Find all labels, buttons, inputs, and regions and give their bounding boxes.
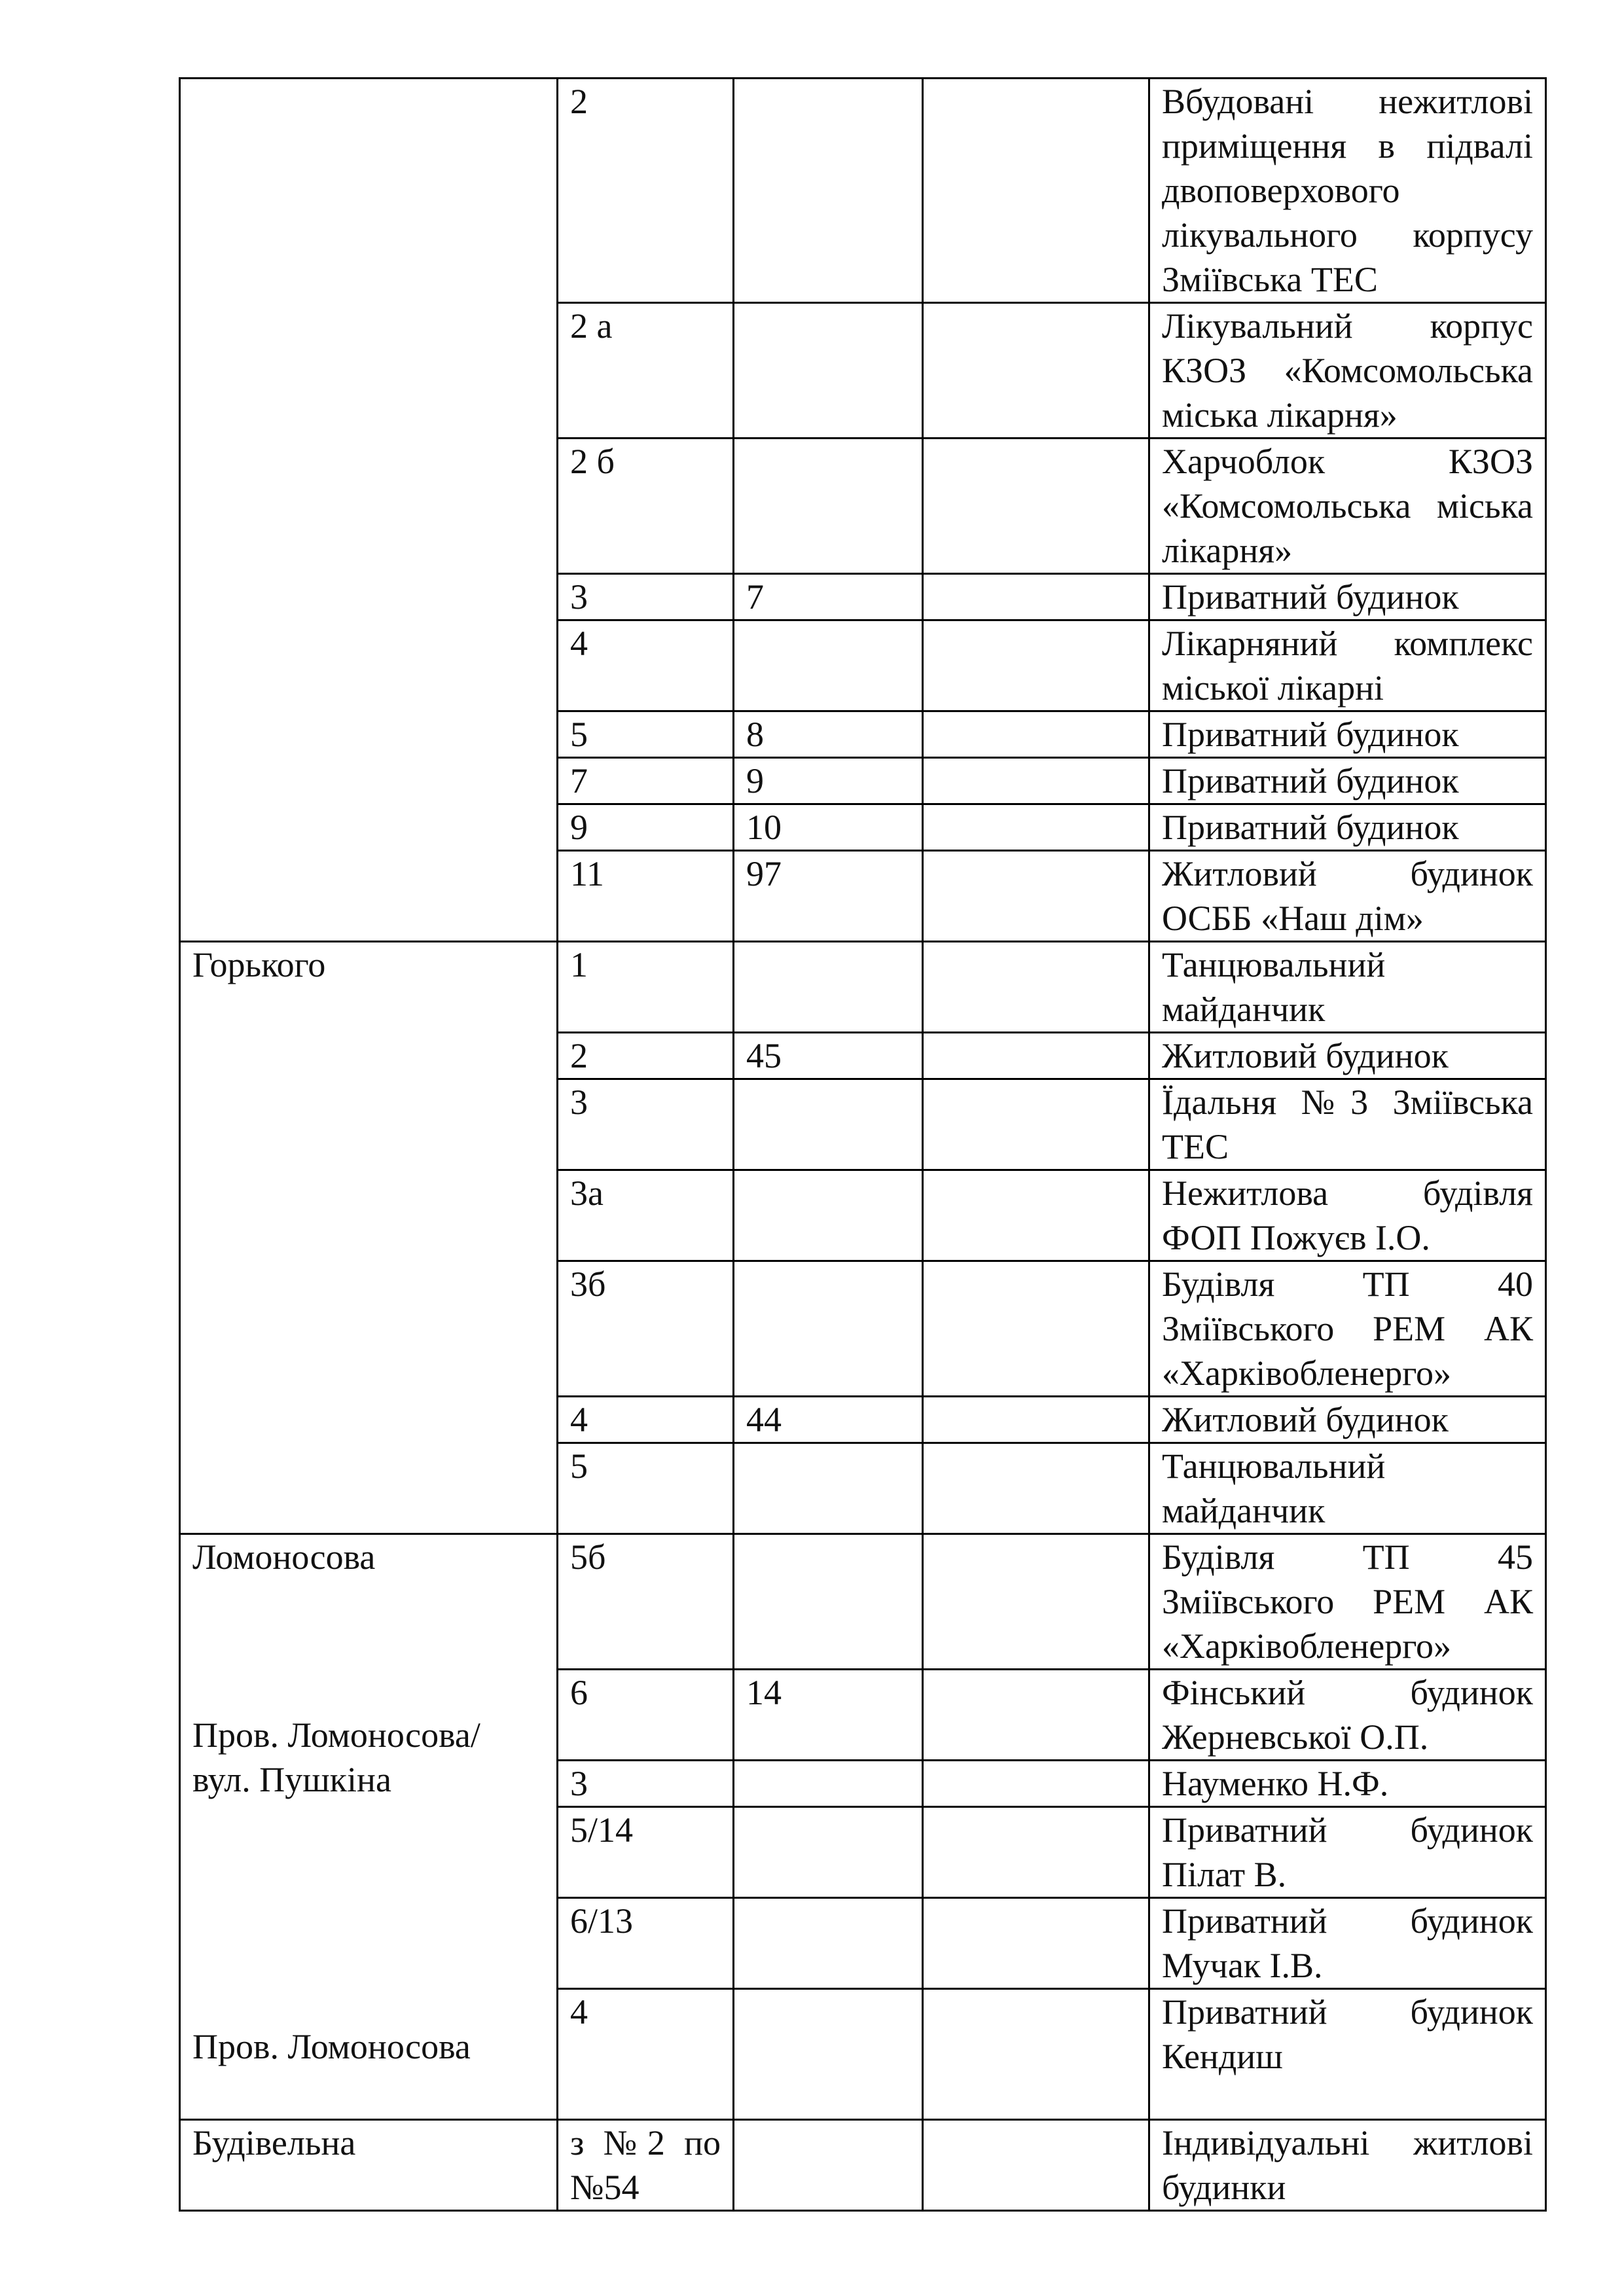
- house-number-cell: 2: [558, 79, 734, 303]
- description-cell: Приватний будинок: [1149, 574, 1546, 620]
- extra-cell: [923, 758, 1149, 804]
- extra-cell: [923, 1261, 1149, 1397]
- description-cell: Приватний будинок: [1149, 804, 1546, 851]
- extra-cell: [923, 1079, 1149, 1170]
- spacer: [192, 1579, 545, 1668]
- extra-cell: [923, 711, 1149, 758]
- old-number-cell: 10: [734, 804, 923, 851]
- description-cell: Приватний будинок Пілат В.: [1149, 1807, 1546, 1898]
- description-cell: Приватний будинок Мучак І.В.: [1149, 1898, 1546, 1989]
- table-row: [180, 2120, 1546, 2211]
- extra-cell: [923, 303, 1149, 439]
- description-cell: Будівля ТП 45 Зміївського РЕМ АК «Харківобленерго»: [1149, 1534, 1546, 1670]
- extra-cell: [923, 574, 1149, 620]
- old-number-cell: [734, 1761, 923, 1807]
- extra-cell: [923, 1443, 1149, 1534]
- house-number-cell: 6: [558, 1670, 734, 1761]
- description-cell: Танцювальний майданчик: [1149, 1443, 1546, 1534]
- description-cell: Будівля ТП 40 Зміївського РЕМ АК «Харківобленерго»: [1149, 1261, 1546, 1397]
- old-number-cell: [734, 439, 923, 574]
- description-cell: Науменко Н.Ф.: [1149, 1761, 1546, 1807]
- description-cell: Фінський будинок Жерневської О.П.: [1149, 1670, 1546, 1761]
- description-cell: Танцювальний майданчик: [1149, 942, 1546, 1033]
- house-number-cell: 3: [558, 574, 734, 620]
- old-number-cell: [734, 1807, 923, 1898]
- house-number-cell: 9: [558, 804, 734, 851]
- old-number-cell: 97: [734, 851, 923, 942]
- extra-cell: [923, 851, 1149, 942]
- house-number-cell: 4: [558, 1397, 734, 1443]
- extra-cell: [923, 1170, 1149, 1261]
- extra-cell: [923, 942, 1149, 1033]
- street-cell-empty: [180, 79, 558, 942]
- house-number-cell: 3: [558, 1761, 734, 1807]
- street-name-prov-lomonosova-pushkina-1: Пров. Ломоносова/: [192, 1715, 480, 1755]
- description-cell: Житловий будинок: [1149, 1397, 1546, 1443]
- house-number-cell: з №2 по №54: [558, 2120, 734, 2211]
- old-number-cell: 7: [734, 574, 923, 620]
- street-name-prov-lomonosova-pushkina-2: вул. Пушкіна: [192, 1760, 391, 1799]
- description-cell: Житловий будинок ОСББ «Наш дім»: [1149, 851, 1546, 942]
- street-name-lomonosova: Ломоносова: [192, 1537, 376, 1577]
- house-number-cell: 2: [558, 1033, 734, 1079]
- extra-cell: [923, 620, 1149, 711]
- house-number-cell: 4: [558, 1989, 734, 2120]
- house-number-cell: 3: [558, 1079, 734, 1170]
- extra-cell: [923, 1898, 1149, 1989]
- old-number-cell: 14: [734, 1670, 923, 1761]
- old-number-cell: 9: [734, 758, 923, 804]
- house-number-cell: 3б: [558, 1261, 734, 1397]
- house-number-cell: 1: [558, 942, 734, 1033]
- house-number-cell: 11: [558, 851, 734, 942]
- table-row: [180, 79, 1546, 303]
- extra-cell: [923, 79, 1149, 303]
- description-cell: Харчоблок КЗОЗ «Комсомольська міська лікарня»: [1149, 439, 1546, 574]
- description-cell: Їдальня №3 Зміївська ТЕС: [1149, 1079, 1546, 1170]
- street-cell-lomonosova: [180, 1534, 558, 2120]
- house-number-cell: 3а: [558, 1170, 734, 1261]
- old-number-cell: [734, 79, 923, 303]
- description-cell: Приватний будинок: [1149, 711, 1546, 758]
- extra-cell: [923, 1397, 1149, 1443]
- house-number-cell: 6/13: [558, 1898, 734, 1989]
- old-number-cell: 8: [734, 711, 923, 758]
- house-number-cell: 4: [558, 620, 734, 711]
- old-number-cell: [734, 1534, 923, 1670]
- house-number-cell: 5/14: [558, 1807, 734, 1898]
- house-number-cell: 5: [558, 1443, 734, 1534]
- house-number-cell: 7: [558, 758, 734, 804]
- extra-cell: [923, 1534, 1149, 1670]
- description-cell: Лікувальний корпус КЗОЗ «Комсомольська міська лікарня»: [1149, 303, 1546, 439]
- extra-cell: [923, 1807, 1149, 1898]
- extra-cell: [923, 804, 1149, 851]
- extra-cell: [923, 2120, 1149, 2211]
- house-number-cell: 2 а: [558, 303, 734, 439]
- extra-cell: [923, 439, 1149, 574]
- street-name-prov-lomonosova: Пров. Ломоносова: [192, 2027, 471, 2066]
- old-number-cell: [734, 1170, 923, 1261]
- old-number-cell: [734, 620, 923, 711]
- old-number-cell: [734, 303, 923, 439]
- description-cell: Вбудовані нежитлові приміщення в підвалі двоповерхового лікувального корпусу Зміївська ТЕС: [1149, 79, 1546, 303]
- house-number-cell: 5б: [558, 1534, 734, 1670]
- table-row: [180, 1534, 1546, 1670]
- street-cell-gorkogo: Горького: [180, 942, 558, 1534]
- old-number-cell: 44: [734, 1397, 923, 1443]
- description-cell: Приватний будинок Кендиш: [1149, 1989, 1546, 2120]
- old-number-cell: [734, 2120, 923, 2211]
- old-number-cell: [734, 1079, 923, 1170]
- old-number-cell: [734, 1443, 923, 1534]
- description-cell: Приватний будинок: [1149, 758, 1546, 804]
- old-number-cell: [734, 1898, 923, 1989]
- extra-cell: [923, 1989, 1149, 2120]
- old-number-cell: [734, 942, 923, 1033]
- description-cell: Лікарняний комплекс міської лікарні: [1149, 620, 1546, 711]
- description-cell: Індивідуальні житлові будинки: [1149, 2120, 1546, 2211]
- description-cell: Житловий будинок: [1149, 1033, 1546, 1079]
- extra-cell: [923, 1670, 1149, 1761]
- street-cell-budivelna: Будівельна: [180, 2120, 558, 2211]
- extra-cell: [923, 1033, 1149, 1079]
- address-table: [179, 77, 1547, 2212]
- spacer: [192, 1802, 545, 1980]
- table-row: [180, 942, 1546, 1033]
- old-number-cell: [734, 1261, 923, 1397]
- house-number-cell: 2 б: [558, 439, 734, 574]
- old-number-cell: [734, 1989, 923, 2120]
- extra-cell: [923, 1761, 1149, 1807]
- description-cell: Нежитлова будівля ФОП Пожуєв І.О.: [1149, 1170, 1546, 1261]
- old-number-cell: 45: [734, 1033, 923, 1079]
- house-number-cell: 5: [558, 711, 734, 758]
